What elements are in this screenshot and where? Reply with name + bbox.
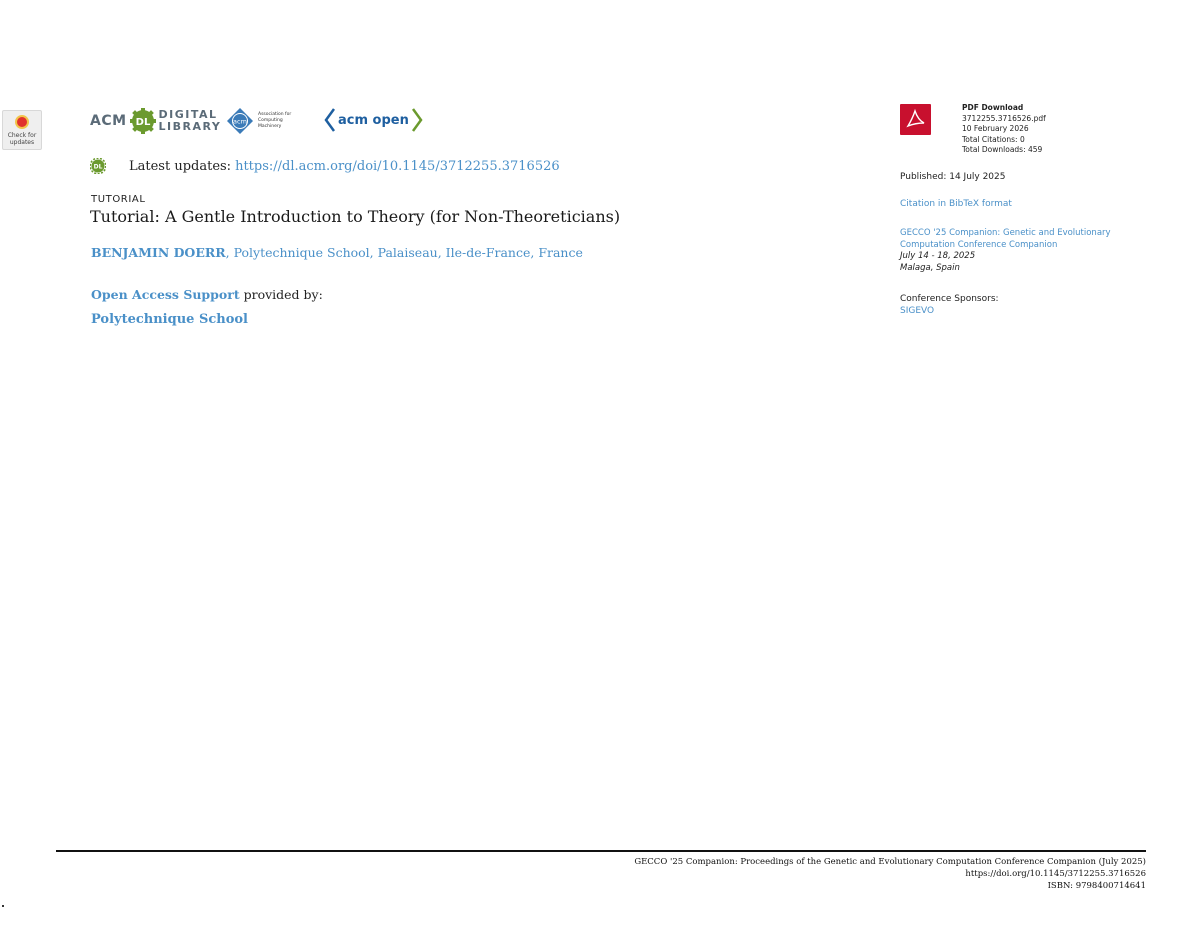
acm-open-text: acm open	[338, 112, 409, 128]
article-type: TUTORIAL	[91, 194, 146, 205]
conference-dates: July 14 - 18, 2025	[900, 251, 976, 261]
open-access-institution[interactable]: Polytechnique School	[91, 312, 248, 327]
author-affiliation: , Polytechnique School, Palaiseau, Ile-de-France, France	[225, 245, 583, 260]
acm-association-text: Association for Computing Machinery	[258, 112, 292, 129]
conference-info	[900, 228, 1130, 274]
pdf-filename: 3712255.3716526.pdf	[962, 113, 1046, 123]
author-line	[91, 245, 583, 260]
dl-digital-word: DIGITAL	[158, 108, 218, 121]
dl-library-word: LIBRARY	[158, 120, 222, 133]
right-chevron-icon	[411, 106, 423, 134]
author-name[interactable]: BENJAMIN DOERR	[91, 245, 226, 260]
total-citations: Total Citations: 0	[962, 134, 1025, 144]
pdf-metadata	[962, 103, 1046, 156]
latest-updates-row	[90, 158, 560, 174]
sponsors-label: Conference Sponsors:	[900, 294, 999, 304]
pdf-date: 10 February 2026	[962, 124, 1029, 133]
acm-diamond-icon	[226, 107, 254, 135]
open-access-line	[91, 287, 323, 302]
footer-doi[interactable]: https://doi.org/10.1145/3712255.3716526	[965, 869, 1146, 879]
latest-updates-label: Latest updates:	[129, 158, 232, 174]
open-access-suffix: provided by:	[239, 287, 323, 302]
conference-name-link[interactable]: GECCO '25 Companion: Genetic and Evolutionary Computation Conference Companion	[900, 228, 1111, 250]
footer-citation	[634, 856, 1146, 892]
total-downloads: Total Downloads: 459	[962, 145, 1043, 154]
footer-rule	[56, 850, 1146, 852]
latest-updates-link[interactable]: https://dl.acm.org/doi/10.1145/3712255.3716526	[235, 158, 560, 174]
svg-text:DL: DL	[93, 163, 103, 171]
check-for-updates-label: Check for updates	[7, 132, 37, 146]
bibtex-link[interactable]: Citation in BibTeX format	[900, 199, 1012, 209]
published-date: Published: 14 July 2025	[900, 172, 1006, 182]
dl-mark-text: DL	[135, 117, 150, 128]
acm-diamond-text: acm	[233, 117, 247, 126]
pdf-download-icon[interactable]	[900, 104, 931, 135]
open-access-link[interactable]: Open Access Support	[91, 287, 240, 302]
conference-sponsors	[900, 294, 999, 317]
acm-dl-logo[interactable]	[90, 107, 221, 135]
pdf-download-heading[interactable]: PDF Download	[962, 103, 1024, 112]
acm-wordmark: ACM	[90, 113, 127, 129]
page-mark	[2, 905, 4, 907]
dl-gear-icon	[130, 108, 156, 134]
footer-isbn: ISBN: 9798400714641	[1047, 881, 1146, 891]
conference-place: Malaga, Spain	[900, 262, 960, 273]
left-chevron-icon	[324, 106, 336, 134]
acm-open-logo[interactable]	[324, 106, 423, 134]
footer-proceedings: GECCO '25 Companion: Proceedings of the Genetic and Evolutionary Computation Conference Companion (July 2025)	[634, 857, 1146, 867]
article-title: Tutorial: A Gentle Introduction to Theory (for Non-Theoreticians)	[90, 207, 621, 226]
check-for-updates-badge[interactable]	[2, 110, 42, 150]
crossmark-icon	[15, 115, 29, 129]
dl-small-gear-icon	[90, 158, 106, 174]
acm-association-logo[interactable]	[226, 107, 306, 135]
sponsor-link[interactable]: SIGEVO	[900, 305, 935, 316]
